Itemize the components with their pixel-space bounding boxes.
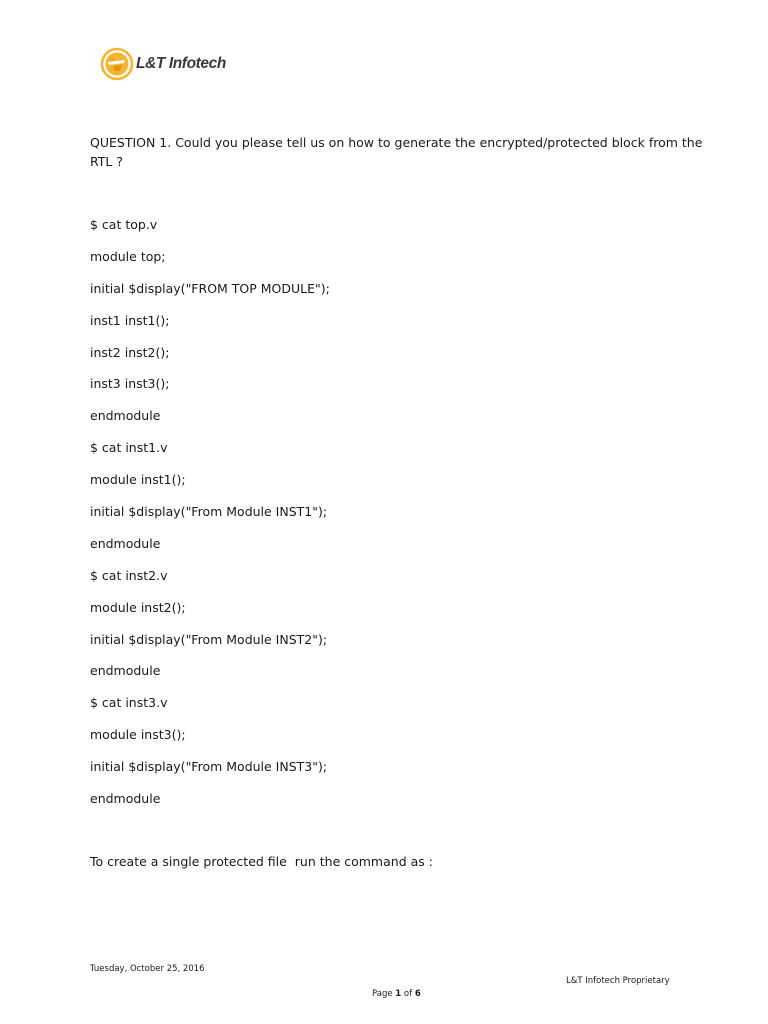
footer-proprietary: L&T Infotech Proprietary bbox=[566, 976, 670, 986]
code-line: endmodule bbox=[90, 408, 161, 424]
code-line: $ cat top.v bbox=[90, 217, 158, 232]
page-current: 1 bbox=[395, 989, 402, 999]
code-line: inst3 inst3(); bbox=[90, 376, 170, 392]
code-line: initial $display("From Module INST1"); bbox=[90, 504, 328, 520]
code-line: $ cat inst2.v bbox=[90, 567, 168, 583]
code-line: endmodule bbox=[90, 791, 161, 807]
code-line: inst2 inst2(); bbox=[90, 344, 170, 360]
code-line: module inst3(); bbox=[90, 727, 186, 743]
company-logo bbox=[100, 47, 226, 81]
code-line: initial $display("From Module INST3"); bbox=[90, 759, 328, 775]
page-total: 6 bbox=[414, 989, 421, 999]
code-listing bbox=[90, 216, 330, 822]
page-of: of bbox=[403, 989, 413, 999]
code-line: endmodule bbox=[90, 663, 161, 679]
code-line: module inst2(); bbox=[90, 599, 186, 615]
footer-date: Tuesday, October 25, 2016 bbox=[90, 964, 205, 974]
code-line: initial $display("From Module INST2"); bbox=[90, 631, 328, 647]
code-line: initial $display("FROM TOP MODULE"); bbox=[90, 280, 330, 296]
code-line: $ cat inst1.v bbox=[90, 440, 168, 456]
code-line: module inst1(); bbox=[90, 472, 186, 488]
code-line: endmodule bbox=[90, 535, 161, 551]
code-line: inst1 inst1(); bbox=[90, 312, 170, 328]
page-label: Page bbox=[372, 989, 393, 999]
instruction-text: To create a single protected file run the command as : bbox=[90, 854, 433, 869]
logo-text: L&T Infotech bbox=[136, 55, 226, 72]
code-line: module top; bbox=[90, 248, 166, 264]
page-number bbox=[372, 989, 421, 999]
code-line: $ cat inst3.v bbox=[90, 695, 168, 711]
lnt-logo-icon bbox=[100, 47, 134, 81]
question-text: QUESTION 1. Could you please tell us on how to generate the encrypted/protected block from the RTL ? bbox=[90, 135, 703, 169]
